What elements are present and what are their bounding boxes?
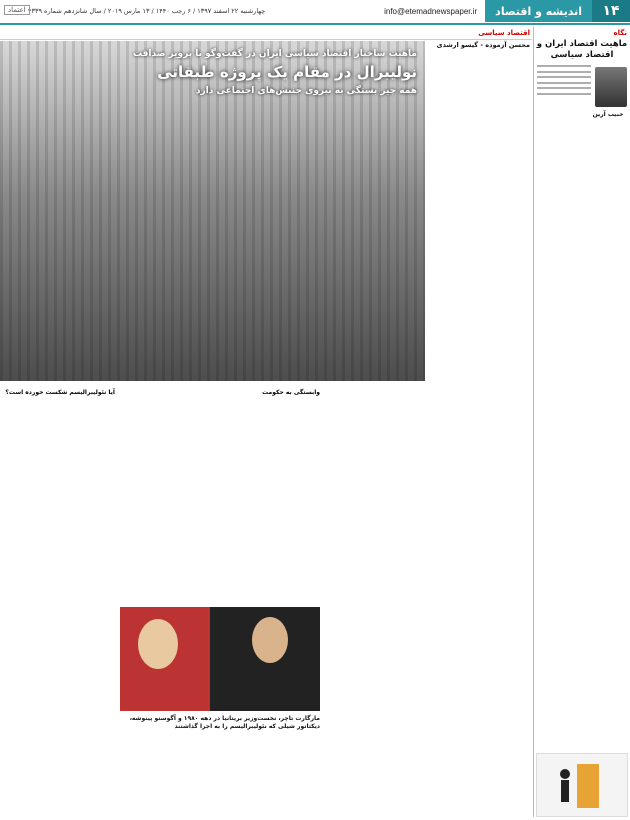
article-overline: ماهیت ساختار اقتصاد سیاسی ایران در گفت‌وگو با پرویز صداقت	[133, 49, 417, 59]
opinion-column	[533, 27, 630, 817]
dateline: چهارشنبه ۲۲ اسفند ۱۳۹۷ / ۶ رجب ۱۴۴۰ / ۱۳ مارس ۲۰۱۹ / سال شانزدهم شماره ۴۳۳۹	[28, 7, 266, 15]
column-title: ماهیت اقتصاد ایران و اقتصاد سیاسی	[536, 39, 628, 60]
column-lead	[537, 65, 591, 99]
page-number: ۱۴	[592, 0, 630, 22]
section-label: اقتصاد سیاسی	[478, 29, 530, 37]
thatcher-pinochet-photo	[120, 607, 320, 711]
newspaper-logo: اعتماد	[4, 5, 30, 15]
header-rule	[0, 23, 630, 25]
article-column-a	[430, 41, 530, 381]
article-subhead: وابستگی به حکومت	[262, 389, 320, 396]
column-body	[537, 123, 627, 763]
author-line: محسن آزموده - گیسو ارشدی	[436, 41, 530, 49]
column-author: حبیب آرین	[592, 111, 624, 118]
article-column-b	[430, 387, 530, 812]
article-column-d	[220, 387, 320, 597]
article-headline: نولیبرال در مقام یک پروژه طبقاتی	[157, 63, 417, 81]
article-subhead-2: آیا نئولیبرالیسم شکست خورده است؟	[5, 389, 115, 396]
article-column-g	[120, 739, 320, 811]
main-article	[0, 27, 532, 817]
photo-caption: مارگارت تاچر، نخست‌وزیر بریتانیا در دهه ۱۹۸۰ و آگوستو پینوشه، دیکتاتور شیلی که نئولیبرالیسم را به اجرا گذاشتند	[129, 715, 320, 730]
mall-crowd-photo	[0, 41, 425, 381]
author-portrait	[595, 67, 627, 107]
figure-with-door-icon	[536, 753, 628, 817]
article-column-c	[325, 387, 425, 812]
section-title: اندیشه و اقتصاد	[485, 0, 592, 22]
page-header	[0, 0, 630, 22]
article-column-f	[5, 387, 115, 812]
column-kicker: نگاه	[613, 29, 627, 37]
article-column-e	[120, 387, 215, 597]
email-link[interactable]: info@etemadnewspaper.ir	[384, 6, 478, 16]
article-subheadline: همه چیز بستگی به نیروی جنبش‌های اجتماعی دارد	[195, 86, 417, 96]
section-strip	[0, 27, 532, 40]
